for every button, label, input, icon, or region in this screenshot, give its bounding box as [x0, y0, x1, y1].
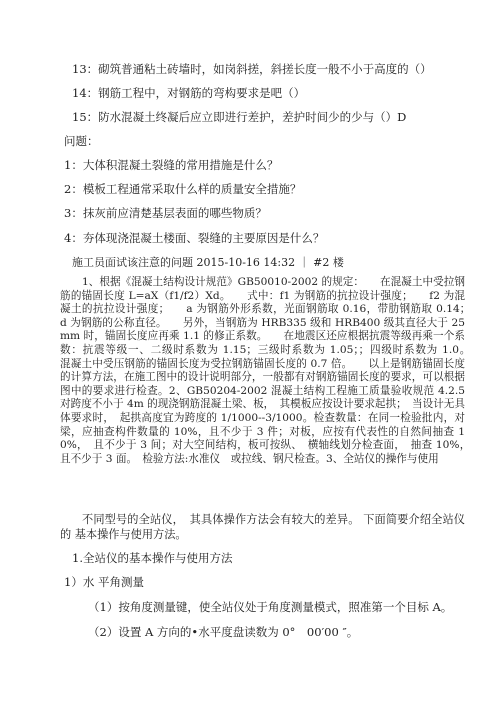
question-13: 13：砌筑普通粘土砖墙时，如岗斜搓，斜搓长度一般不小于高度的（）	[72, 62, 432, 76]
step-1: （1）按角度测量键，使全站仪处于角度测量模式，照准第一个目标 A。	[88, 600, 453, 614]
body-paragraph: 1、根据《混凝土结构设计规范》GB50010-2002 的规定： 在混凝土中受拉钢筋的锚固长度 L=aX（f1/f2）Xd。 式中：f1 为钢筋的抗拉设计强度； f2 为混凝土的抗拉设计强度； a 为钢筋外形系数，光面钢筋取 0.16，带肋钢筋取 0.14； d 为钢筋的公称直径。 另外，当钢筋为 HRB335 级和 HRB400 级其直径大于 25mm 时，锚固长度应再乘 1.1 的修正系数。 在地震区还应根据抗震等级再乘一个系数：抗震等级一、二级时系数为 1.15；三级时系数为 1.05；；四级时系数为 1.0。 混凝土中受压钢筋的锚固长度为受拉钢筋锚固长度的 0.7 倍。 以上是钢筋锚固长度的计算方法，在施工图中的设计说明部分，一般都有对钢筋锚固长度的要求，可以根据图中的要求进行检查。2、GB50204-2002 混凝土结构工程施工质量验收规范 4.2.5 对跨度不小于 4m 的现浇钢筋混凝土梁、板， 其模板应按设计要求起拱； 当设计无具体要求时， 起拱高度宜为跨度的 1/1000--3/1000。检查数量：在同一检验批内，对梁，应抽查构件数量的 10%，且不少于 3 件；对板，应按有代表性的自然间抽查 10%， 且不少于 3 间；对大空间结构，板可按纵、 横轴线划分检查面， 抽查 10%， 且不少于 3 面。 检验方法:水准仪 或拉线、钢尺检查。3、全站仪的操作与使用	[60, 276, 487, 465]
section-title: 1.全站仪的基本操作与使用方法	[72, 551, 233, 565]
questions-heading: 问题：	[64, 134, 99, 148]
post-header: 施工员面试该注意的问题 2015-10-16 14:32 ｜ #2 楼	[72, 256, 344, 269]
question-item-3: 3：抹灰前应清楚基层表面的哪些物质？	[64, 206, 267, 220]
step-2: （2）设置 A 方向的•水平度盘读数为 0° 00′00 ″。	[88, 625, 359, 639]
question-15: 15：防水混凝土终凝后应立即进行差护，差护时间少的少与（）D	[72, 110, 407, 124]
question-item-4: 4：夯体现浇混凝土楼面、裂缝的主要原因是什么？	[64, 231, 325, 245]
question-item-1: 1：大体积混凝土裂缝的常用措施是什么？	[64, 158, 279, 172]
question-14: 14：钢筋工程中，对钢筋的弯构要求是吧（）	[72, 86, 306, 100]
intro-paragraph: 不同型号的全站仪， 其具体操作方法会有较大的差异。 下面简要介绍全站仪的 基本操作与使用方法。	[60, 513, 465, 541]
question-item-2: 2：模板工程通常采取什么样的质量安全措施？	[64, 182, 302, 196]
subsection-title: 1）水 平角测量	[64, 575, 144, 589]
